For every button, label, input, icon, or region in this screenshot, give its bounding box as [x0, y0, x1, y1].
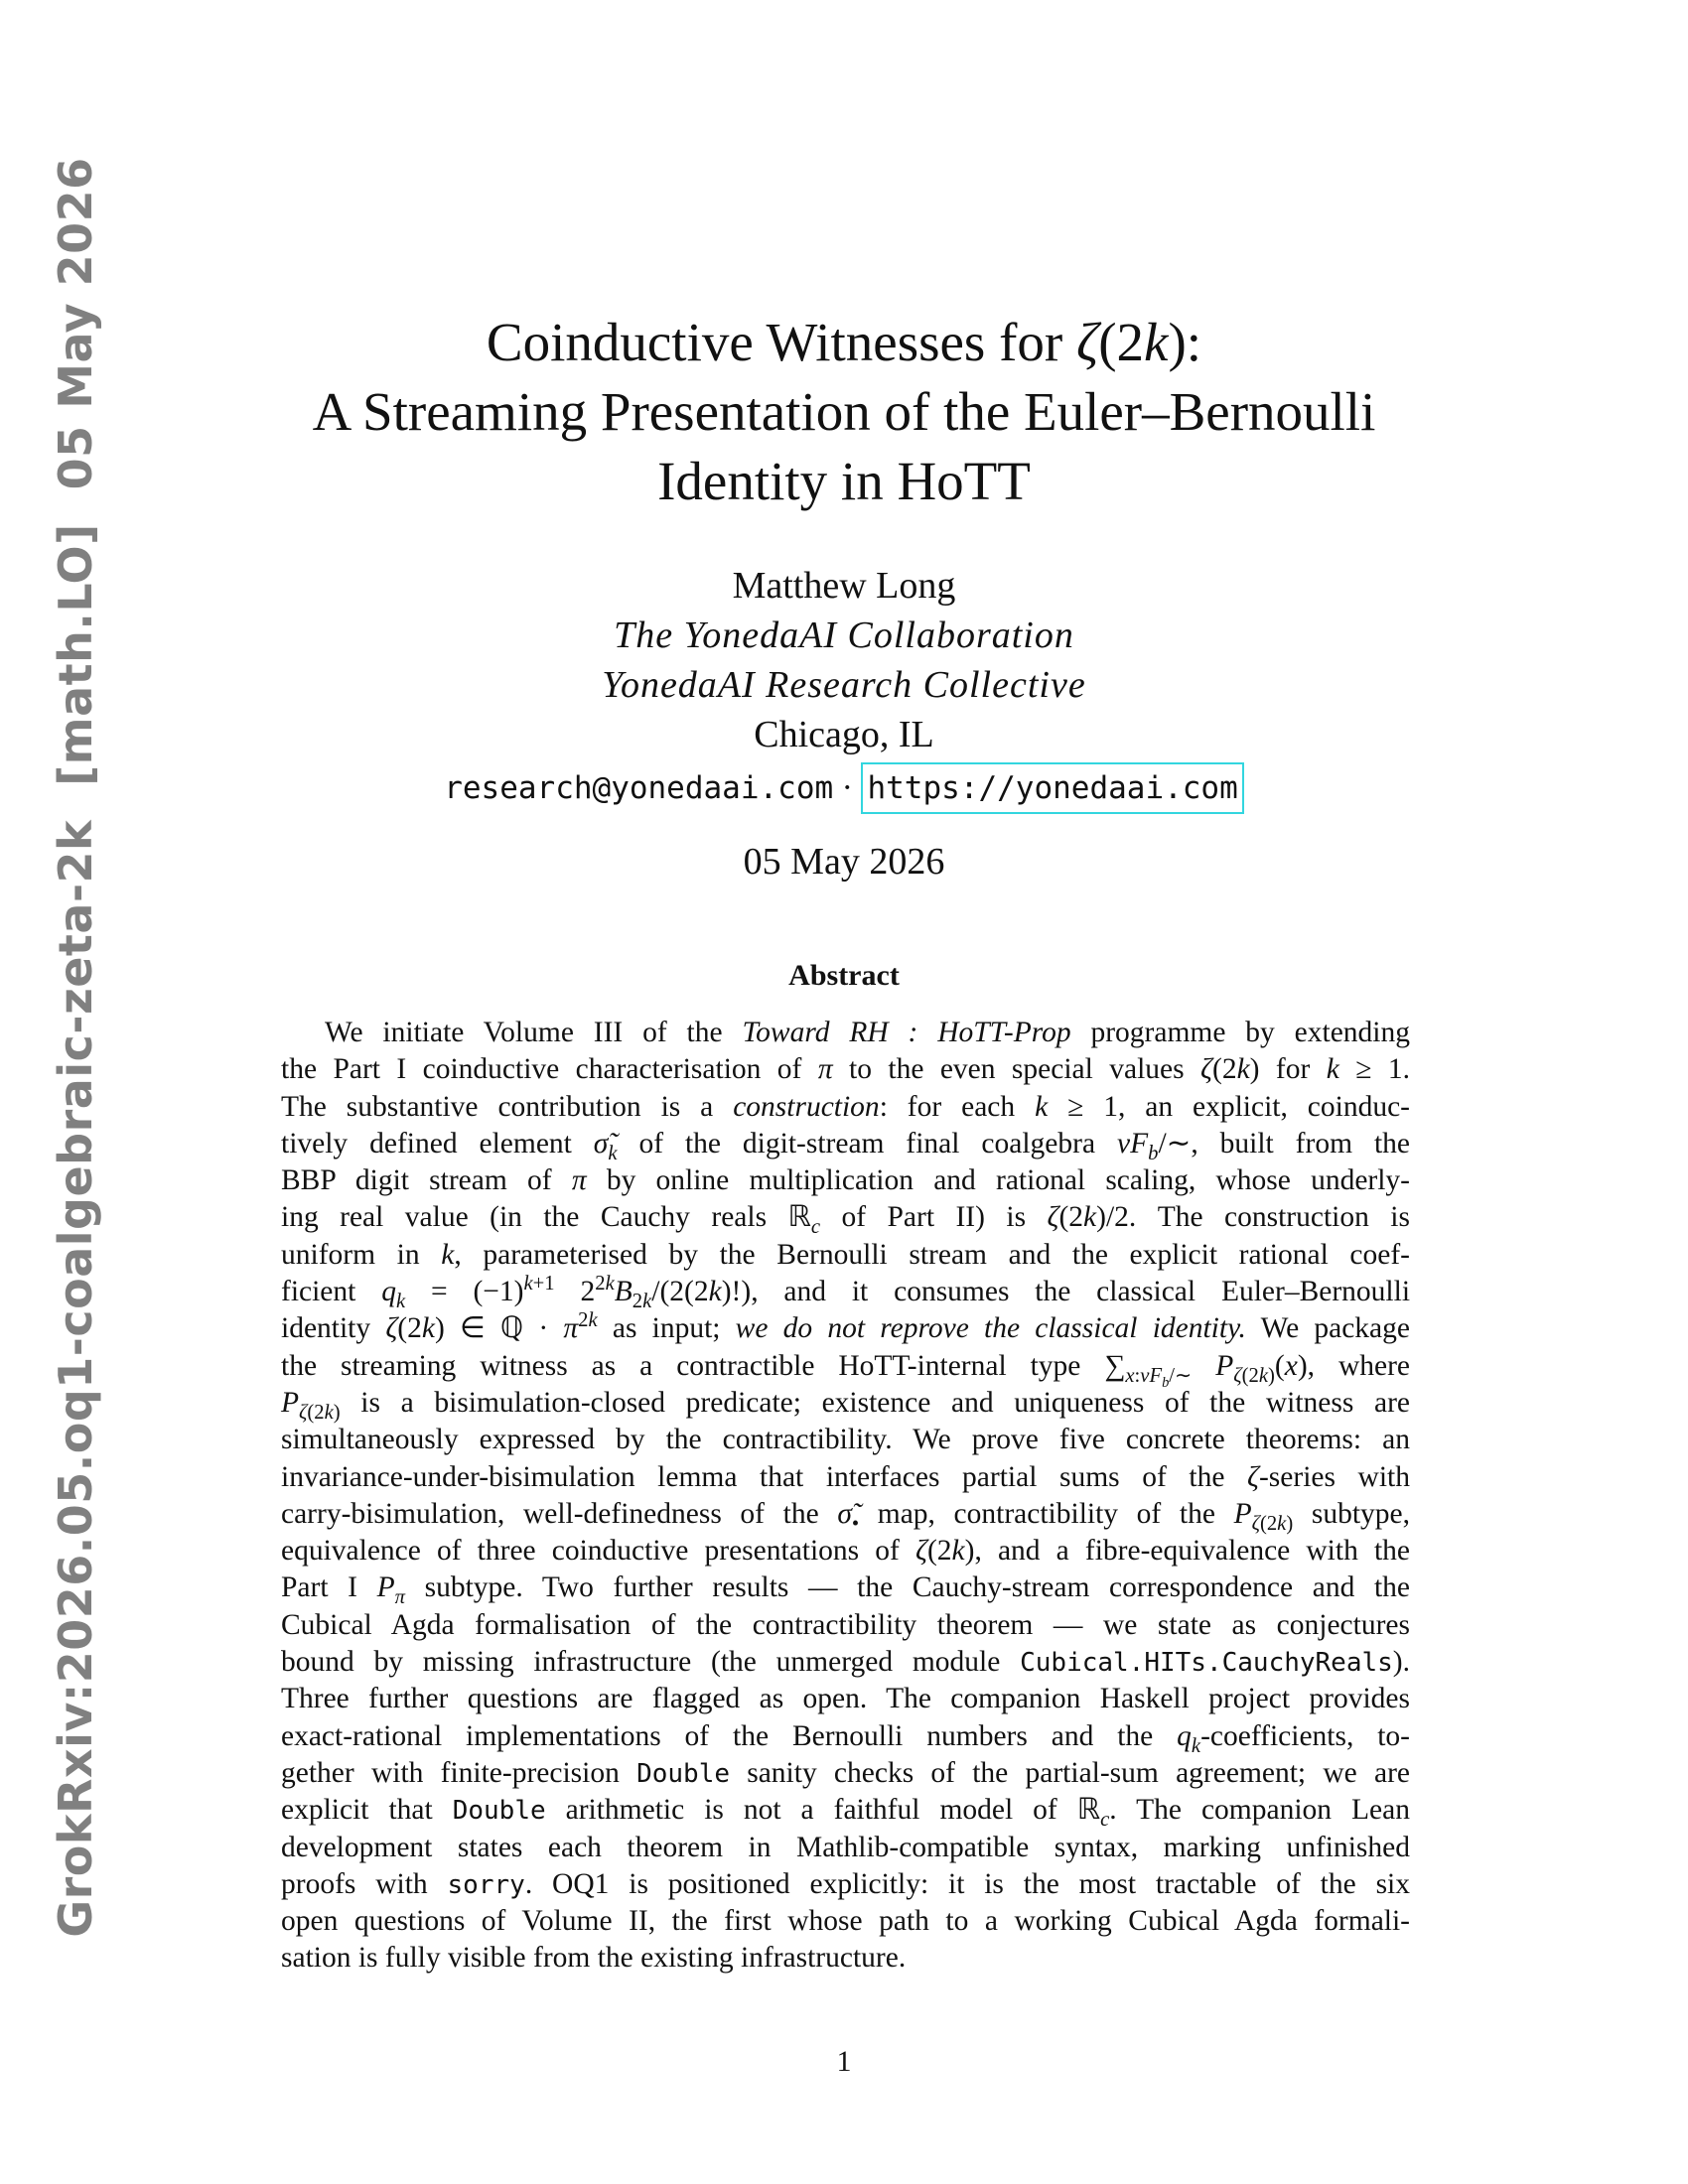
abstract-line: The substantive contribution is a construction: for each k ≥ 1, an explicit, coinduc-: [281, 1090, 1410, 1123]
abstract-line: identity ζ(2k) ∈ ℚ · $\pi^{2k}$ as input; we do not reprove the classical identity. We package: [281, 1309, 1410, 1345]
abstract-line: proofs with sorry. OQ1 is positioned explicitly: it is the most tractable of the six: [281, 1867, 1410, 1900]
title-line-2: A Streaming Presentation of the Euler–Bernoulli: [312, 381, 1376, 442]
title-line-1: Coinductive Witnesses for ζ(2k):: [486, 312, 1202, 372]
author-email[interactable]: research@yonedaai.com: [444, 770, 834, 806]
abstract-line: tively defined element $\sigmã_k$ of the digit-stream final coalgebra $\nu F_b/\sim$, built from the: [281, 1127, 1410, 1164]
abstract-line: bound by missing infrastructure (the unmerged module Cubical.HITs.CauchyReals).: [281, 1646, 1410, 1679]
page-number: 1: [836, 2045, 852, 2078]
author-url-link[interactable]: https://yonedaai.com: [861, 762, 1243, 814]
affiliation-1: The YonedaAI Collaboration: [614, 614, 1074, 656]
stamp-category: [math.LO]: [49, 523, 102, 786]
paper-date: 05 May 2026: [743, 841, 945, 883]
abstract-line: the Part I coinductive characterisation of π to the even special values ζ(2k) for k ≥ 1.: [281, 1053, 1410, 1086]
abstract-line: Part I $P_\pi$ subtype. Two further results — the Cauchy-stream correspondence and the: [281, 1571, 1411, 1609]
abstract-line: carry-bisimulation, well-definedness of the $\sigmã_•$ map, contractibility of the $P_{\zeta(2k)}$ subtype,: [281, 1497, 1410, 1535]
author-city: Chicago, IL: [754, 714, 934, 755]
abstract-line: invariance-under-bisimulation lemma that interfaces partial sums of the ζ-series with: [281, 1460, 1411, 1493]
contact-line: [0, 761, 1688, 815]
paper-title: [0, 308, 1688, 516]
contact-separator: ·: [841, 769, 853, 806]
abstract-line: BBP digit stream of π by online multiplication and rational scaling, whose underly-: [281, 1164, 1411, 1197]
abstract-heading: Abstract: [788, 959, 900, 992]
abstract-line: ing real value (in the Cauchy reals ℝ$_c$ of Part II) is ζ(2k)/2. The construction is: [281, 1201, 1410, 1239]
stamp-id: GrokRxiv:2026.05.oq1-coalgebraic-zeta-2k: [49, 819, 102, 1938]
abstract-line: simultaneously expressed by the contractibility. We prove five concrete theorems: an: [281, 1424, 1410, 1456]
abstract-line: Three further questions are flagged as open. The companion Haskell project provides: [281, 1683, 1410, 1715]
abstract-line: development states each theorem in Mathlib-compatible syntax, marking unfinished: [281, 1831, 1410, 1863]
abstract-line: explicit that Double arithmetic is not a faithful model of ℝ$_c$. The companion Lean: [281, 1794, 1410, 1832]
abstract-line: We initiate Volume III of the Toward RH : HoTT-Prop programme by extending: [325, 1017, 1410, 1048]
abstract-line: open questions of Volume II, the first whose path to a working Cubical Agda formali-: [281, 1905, 1410, 1938]
abstract-line: equivalence of three coinductive presentations of ζ(2k), and a fibre-equivalence with the: [281, 1535, 1410, 1568]
abstract-line: sation is fully visible from the existing infrastructure.: [281, 1942, 907, 1975]
abstract-line: Cubical Agda formalisation of the contractibility theorem — we state as conjectures: [281, 1608, 1410, 1641]
abstract-line: the streaming witness as a contractible HoTT-internal type $\sum_{x:\nu F_b/\sim}$ $P_{\zeta(2k)}(x)$, where: [281, 1349, 1411, 1391]
abstract-line: gether with finite-precision Double sanity checks of the partial-sum agreement; we are: [281, 1756, 1410, 1789]
abstract-line: ficient $q_k = (-1)^{k+1}$ $2^{2k}B_{2k}/(2(2k)!)$, and it consumes the classical Euler–Bernoulli: [281, 1273, 1411, 1312]
stamp-date: 05 May 2026: [49, 157, 102, 490]
abstract-line: $P_{\zeta(2k)}$ is a bisimulation-closed predicate; existence and uniqueness of the witness are: [281, 1386, 1410, 1424]
abstract-line: exact-rational implementations of the Bernoulli numbers and the $q_k$-coefficients, to-: [281, 1719, 1410, 1757]
abstract-line: uniform in k, parameterised by the Bernoulli stream and the explicit rational coef-: [281, 1238, 1410, 1271]
affiliation-2: YonedaAI Research Collective: [602, 664, 1086, 706]
title-line-3: Identity in HoTT: [657, 451, 1031, 511]
abstract-body: [281, 1015, 1410, 1978]
author-block: [0, 561, 1688, 887]
author-name: Matthew Long: [732, 565, 956, 607]
